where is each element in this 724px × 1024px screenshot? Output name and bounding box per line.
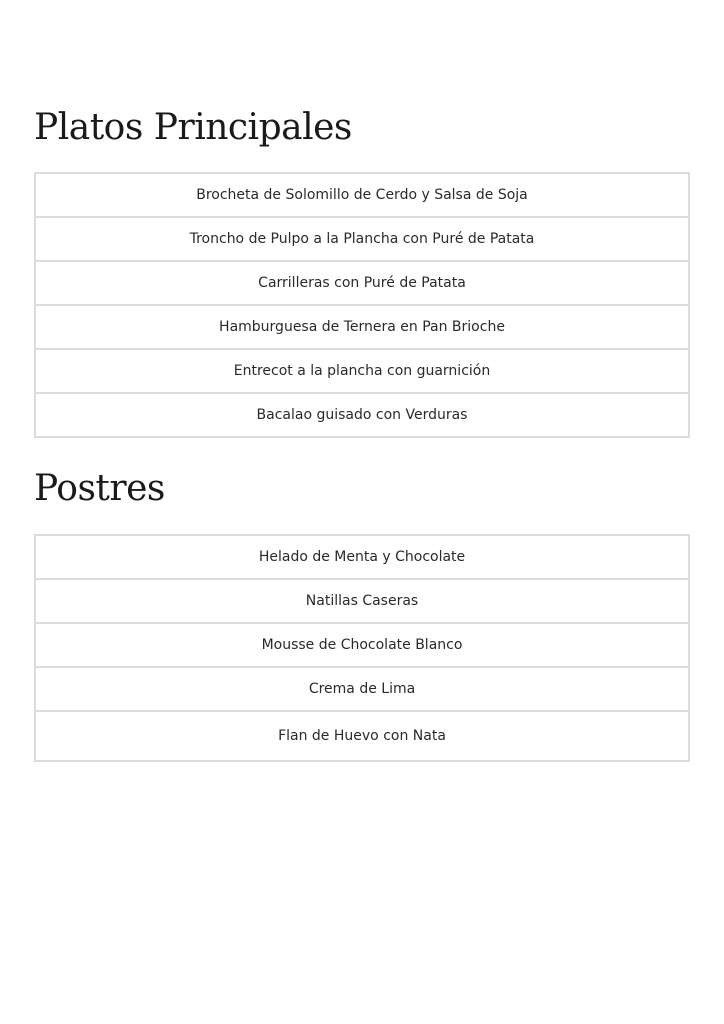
table-row xyxy=(35,217,689,261)
menu-item: Troncho de Pulpo a la Plancha con Puré de Patata xyxy=(35,217,689,261)
menu-item: Bacalao guisado con Verduras xyxy=(35,393,689,437)
menu-item: Flan de Huevo con Nata xyxy=(35,711,689,761)
menu-item: Helado de Menta y Chocolate xyxy=(35,535,689,579)
table-row xyxy=(35,261,689,305)
table-row xyxy=(35,393,689,437)
menu-item: Carrilleras con Puré de Patata xyxy=(35,261,689,305)
table-row xyxy=(35,667,689,711)
menu-item: Crema de Lima xyxy=(35,667,689,711)
section-title-postres: Postres xyxy=(34,468,165,509)
table-row xyxy=(35,349,689,393)
table-row xyxy=(35,623,689,667)
table-row xyxy=(35,711,689,761)
menu-item: Mousse de Chocolate Blanco xyxy=(35,623,689,667)
table-row xyxy=(35,173,689,217)
section-title-platos-principales: Platos Principales xyxy=(34,107,352,148)
table-row xyxy=(35,305,689,349)
menu-item: Brocheta de Solomillo de Cerdo y Salsa de Soja xyxy=(35,173,689,217)
menu-item: Hamburguesa de Ternera en Pan Brioche xyxy=(35,305,689,349)
menu-item: Entrecot a la plancha con guarnición xyxy=(35,349,689,393)
table-row xyxy=(35,535,689,579)
table-row xyxy=(35,579,689,623)
menu-table-postres xyxy=(34,534,690,762)
menu-item: Natillas Caseras xyxy=(35,579,689,623)
menu-table-platos-principales xyxy=(34,172,690,438)
